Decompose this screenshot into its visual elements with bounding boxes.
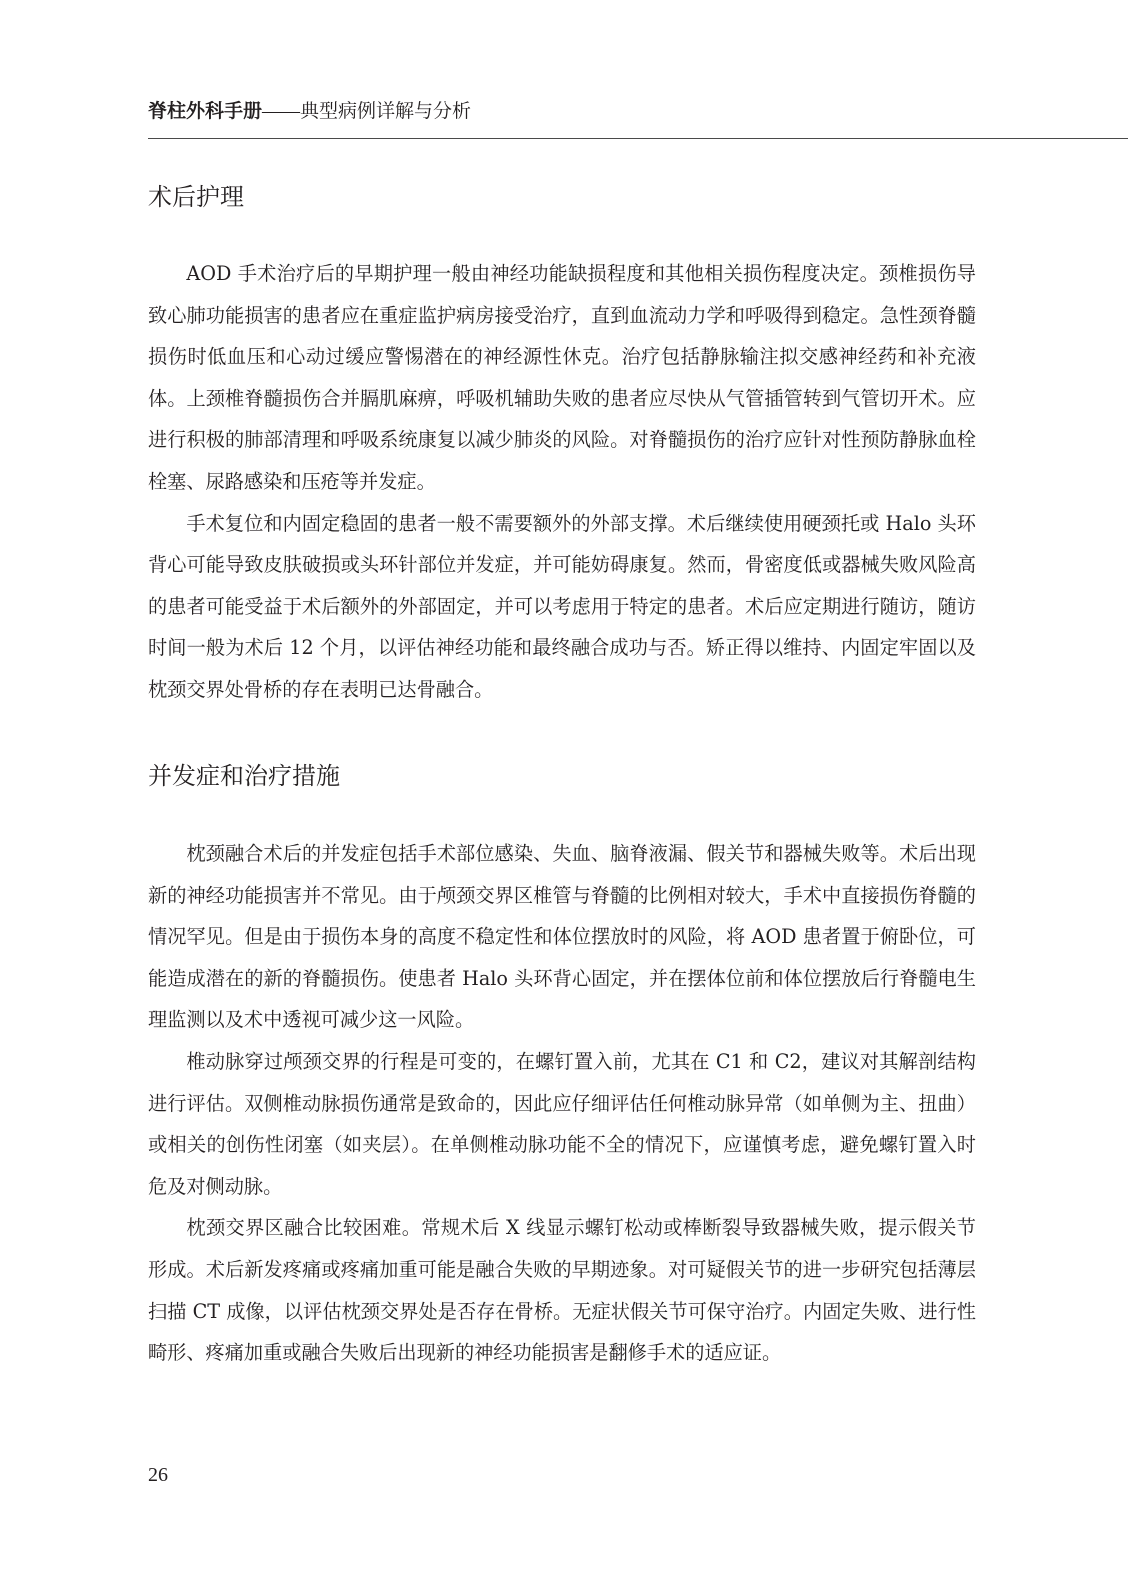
paragraph: 椎动脉穿过颅颈交界的行程是可变的，在螺钉置入前，尤其在 C1 和 C2，建议对其解剖结构进行评估。双侧椎动脉损伤通常是致命的，因此应仔细评估任何椎动脉异常（如单侧为主、扭曲）或相关的创伤性闭塞（如夹层）。在单侧椎动脉功能不全的情况下，应谨慎考虑，避免螺钉置入时危及对侧动脉。	[148, 1049, 976, 1198]
running-head	[148, 98, 471, 125]
section-title-complications: 并发症和治疗措施	[148, 762, 340, 790]
title-separator: ——	[262, 101, 301, 122]
book-title: 脊柱外科手册	[148, 100, 263, 122]
paragraph: AOD 手术治疗后的早期护理一般由神经功能缺损程度和其他相关损伤程度决定。颈椎损伤导致心肺功能损害的患者应在重症监护病房接受治疗，直到血流动力学和呼吸得到稳定。急性颈脊髓损伤时低血压和心动过缓应警惕潜在的神经源性休克。治疗包括静脉输注拟交感神经药和补充液体。上颈椎脊髓损伤合并膈肌麻痹，呼吸机辅助失败的患者应尽快从气管插管转到气管切开术。应进行积极的肺部清理和呼吸系统康复以减少肺炎的风险。对脊髓损伤的治疗应针对性预防静脉血栓栓塞、尿路感染和压疮等并发症。	[148, 262, 976, 493]
paragraph: 手术复位和内固定稳固的患者一般不需要额外的外部支撑。术后继续使用硬颈托或 Halo 头环背心可能导致皮肤破损或头环针部位并发症，并可能妨碍康复。然而，骨密度低或器械失败风险高的患者可能受益于术后额外的外部固定，并可以考虑用于特定的患者。术后应定期进行随访，随访时间一般为术后 12 个月，以评估神经功能和最终融合成功与否。矫正得以维持、内固定牢固以及枕颈交界处骨桥的存在表明已达骨融合。	[148, 511, 976, 701]
header-rule	[148, 138, 1128, 139]
paragraph: 枕颈交界区融合比较困难。常规术后 X 线显示螺钉松动或棒断裂导致器械失败，提示假关节形成。术后新发疼痛或疼痛加重可能是融合失败的早期迹象。对可疑假关节的进一步研究包括薄层扫描 CT 成像，以评估枕颈交界处是否存在骨桥。无症状假关节可保守治疗。内固定失败、进行性畸形、疼痛加重或融合失败后出现新的神经功能损害是翻修手术的适应证。	[148, 1216, 976, 1365]
section-title-postoperative-care: 术后护理	[148, 183, 244, 211]
section-body-postoperative-care	[148, 253, 976, 711]
section-body-complications	[148, 833, 976, 1374]
paragraph: 枕颈融合术后的并发症包括手术部位感染、失血、脑脊液漏、假关节和器械失败等。术后出现新的神经功能损害并不常见。由于颅颈交界区椎管与脊髓的比例相对较大，手术中直接损伤脊髓的情况罕见。但是由于损伤本身的高度不稳定性和体位摆放时的风险，将 AOD 患者置于俯卧位，可能造成潜在的新的脊髓损伤。使患者 Halo 头环背心固定，并在摆体位前和体位摆放后行脊髓电生理监测以及术中透视可减少这一风险。	[148, 842, 976, 1032]
book-subtitle: 典型病例详解与分析	[300, 100, 472, 122]
page-number: 26	[148, 1464, 168, 1486]
